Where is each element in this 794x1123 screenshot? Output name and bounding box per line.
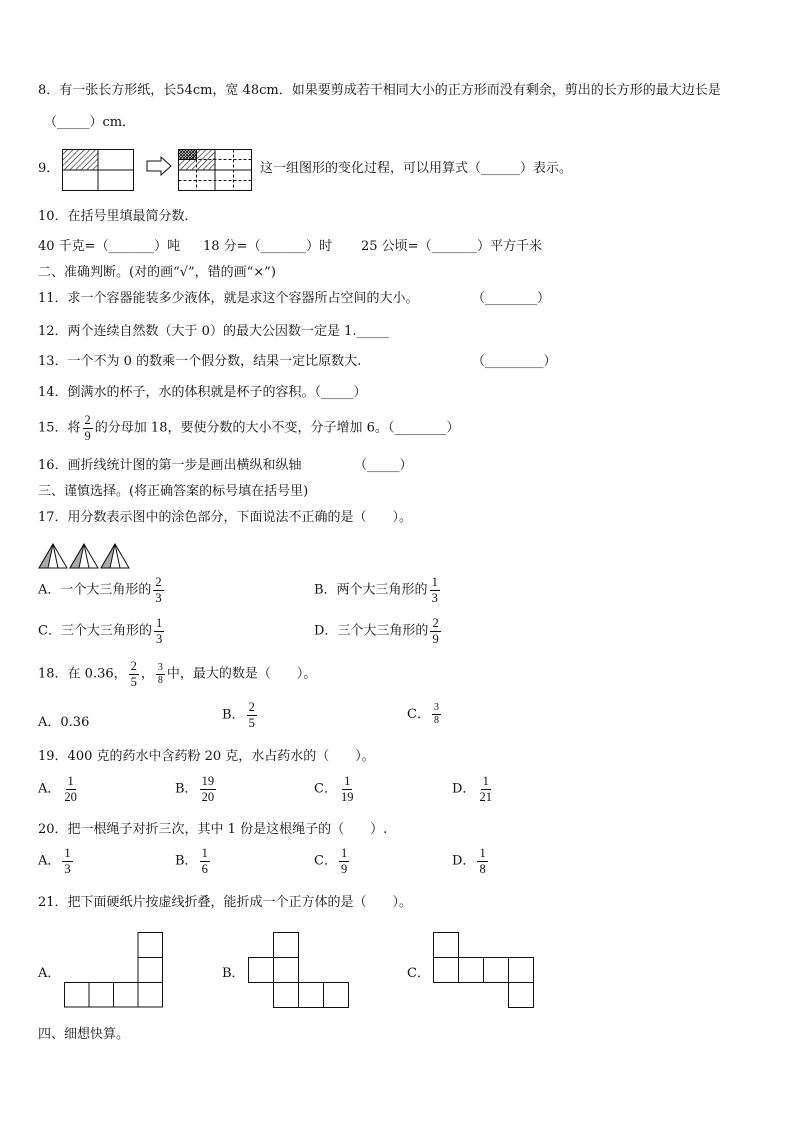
q21-option-b-label[interactable]: B． (222, 966, 245, 981)
fraction: $\frac{2}{9}$ (84, 413, 91, 443)
q16-blank: （_____） (354, 458, 413, 473)
q18-option-a[interactable]: A．0.36 (38, 715, 90, 730)
q17-text: 17．用分数表示图中的涂色部分，下面说法不正确的是（ ）。 (38, 510, 413, 525)
q10-text: 10．在括号里填最简分数． (38, 209, 198, 224)
q11-blank: （________） (472, 291, 551, 306)
q20-option-a[interactable]: A． $\frac{1}{3}$ (38, 846, 71, 876)
q21-option-a-label[interactable]: A． (38, 966, 61, 981)
q14-text: 14．倒满水的杯子，水的体积就是杯子的容积。（_____） (38, 385, 367, 400)
q17-option-d[interactable]: D．三个大三角形的 $\frac{2}{9}$ (314, 616, 439, 646)
q19-text: 19．400 克的药水中含药粉 20 克，水占药水的（ ）。 (38, 749, 375, 764)
section-3-heading: 三、谨慎选择。(将正确答案的标号填在括号里) (38, 484, 309, 499)
q13-text: 13．一个不为 0 的数乘一个假分数，结果一定比原数大. (38, 354, 362, 369)
q12-text: 12．两个连续自然数（大于 0）的最大公因数一定是 1._____ (38, 324, 389, 339)
q10-b: 18 分=（_______）时 (203, 239, 333, 254)
q20-text: 20．把一根绳子对折三次，其中 1 份是这根绳子的（ ）. (38, 822, 388, 837)
q19-option-d[interactable]: D． $\frac{1}{21}$ (452, 774, 492, 804)
q21-net-c[interactable] (433, 932, 535, 1008)
q21-text: 21．把下面硬纸片按虚线折叠，能折成一个正方体的是（ ）。 (38, 895, 413, 910)
q9-text: 这一组图形的变化过程，可以用算式（______）表示。 (260, 161, 573, 176)
q21-net-a[interactable] (64, 932, 164, 1008)
q21-option-c-label[interactable]: C． (407, 966, 430, 981)
q11-text: 11．求一个容器能装多少液体，就是求这个容器所占空间的大小。 (38, 291, 419, 306)
q13-blank: （_________） (472, 354, 557, 369)
q18-line: 18．在 0.36， $\frac{2}{5}$ ， $\frac{3}{8}$ 中，最大的数是（ ）。 (38, 659, 317, 689)
q17-option-a[interactable]: A．一个大三角形的 $\frac{2}{3}$ (38, 575, 162, 605)
q17-option-c[interactable]: C．三个大三角形的 $\frac{1}{3}$ (38, 616, 163, 646)
q18-option-c[interactable]: C． $\frac{3}{8}$ (407, 702, 439, 726)
q20-option-c[interactable]: C． $\frac{1}{9}$ (314, 846, 348, 876)
q20-option-d[interactable]: D． $\frac{1}{8}$ (452, 846, 486, 876)
q21-net-b[interactable] (248, 932, 350, 1008)
q19-option-c[interactable]: C． $\frac{1}{19}$ (314, 774, 354, 804)
q10-a: 40 千克=（_______）吨 (38, 239, 181, 254)
q17-option-b[interactable]: B．两个大三角形的 $\frac{1}{3}$ (314, 575, 438, 605)
q8-line1: 8．有一张长方形纸，长54cm，宽 48cm．如果要剪成若干相同大小的正方形而没有剩余，剪出的长方形的最大边长是 (38, 83, 721, 98)
q9-number: 9． (38, 161, 60, 176)
q19-option-b[interactable]: B． $\frac{19}{20}$ (175, 774, 215, 804)
q20-option-b[interactable]: B． $\frac{1}{6}$ (175, 846, 208, 876)
q18-option-b[interactable]: B． $\frac{2}{5}$ (222, 700, 255, 730)
q16-text: 16．画折线统计图的第一步是画出横纵和纵轴 (38, 458, 302, 473)
q19-option-a[interactable]: A． $\frac{1}{20}$ (38, 774, 77, 804)
q9-rect-before (62, 149, 134, 191)
arrow-right-icon (146, 156, 172, 176)
q10-c: 25 公顷=（_______）平方千米 (361, 239, 543, 254)
section-4-heading: 四、细想快算。 (38, 1027, 130, 1042)
q17-triangles-figure (38, 543, 130, 569)
q9-rect-after (178, 149, 252, 191)
q15-line: 15．将 $\frac{2}{9}$ 的分母加 18，要使分数的大小不变，分子增加 6。（________） (38, 413, 460, 443)
section-2-heading: 二、准确判断。(对的画“√”，错的画“×”) (38, 265, 276, 280)
q8-line2: （_____）cm． (44, 115, 136, 130)
